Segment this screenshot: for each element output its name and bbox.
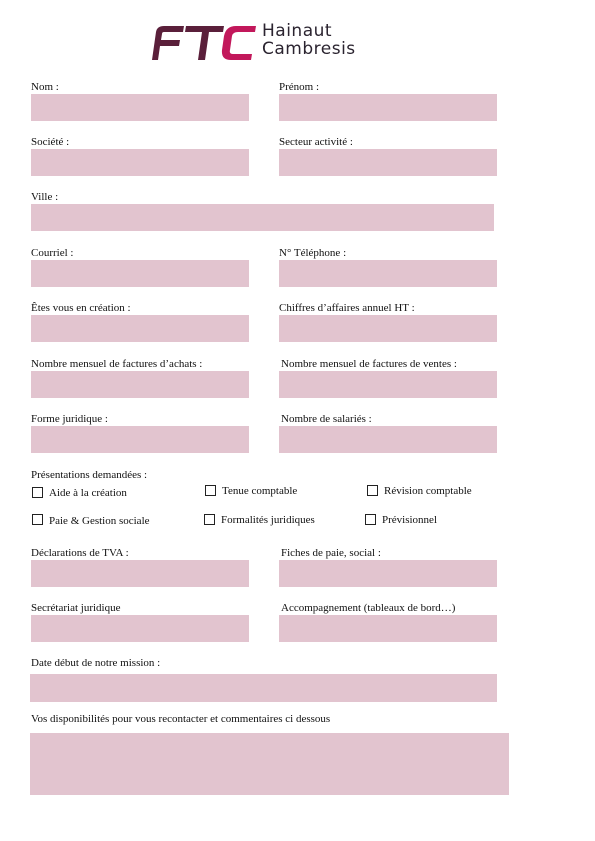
forme-juridique-field[interactable]: [31, 426, 249, 453]
formalites-option-label: Formalités juridiques: [221, 514, 315, 526]
accompagnement-label: Accompagnement (tableaux de bord…): [281, 602, 456, 614]
forme-juridique-label: Forme juridique :: [31, 413, 108, 425]
chiffres-label: Chiffres d’affaires annuel HT :: [279, 302, 415, 314]
tva-label: Déclarations de TVA :: [31, 547, 129, 559]
ftc-logo-mark-icon: [150, 22, 258, 62]
paie-option-label: Paie & Gestion sociale: [49, 515, 150, 527]
societe-field[interactable]: [31, 149, 249, 176]
creation-label: Êtes vous en création :: [31, 302, 131, 314]
courriel-label: Courriel :: [31, 247, 74, 259]
secretariat-field[interactable]: [31, 615, 249, 642]
aide-checkbox[interactable]: [32, 487, 43, 498]
nom-field[interactable]: [31, 94, 249, 121]
secteur-field[interactable]: [279, 149, 497, 176]
date-debut-label: Date début de notre mission :: [31, 657, 161, 669]
previsionnel-checkbox[interactable]: [365, 514, 376, 525]
prenom-field[interactable]: [279, 94, 497, 121]
salaries-label: Nombre de salariés :: [281, 413, 372, 425]
tenue-checkbox[interactable]: [205, 485, 216, 496]
factures-achats-field[interactable]: [31, 371, 249, 398]
disponibilites-label: Vos disponibilités pour vous recontacter et commentaires ci dessous: [31, 713, 331, 725]
logo-line-2: Cambresis: [262, 39, 356, 59]
prenom-label: Prénom :: [279, 81, 320, 93]
courriel-field[interactable]: [31, 260, 249, 287]
ville-label: Ville :: [31, 191, 59, 203]
factures-ventes-field[interactable]: [279, 371, 497, 398]
prestations-label: Présentations demandées :: [31, 469, 148, 481]
salaries-field[interactable]: [279, 426, 497, 453]
paie-checkbox[interactable]: [32, 514, 43, 525]
logo-line-1: Hainaut: [262, 21, 333, 41]
formalites-checkbox[interactable]: [204, 514, 215, 525]
previsionnel-option-label: Prévisionnel: [382, 514, 437, 526]
fiches-label: Fiches de paie, social :: [281, 547, 381, 559]
accompagnement-field[interactable]: [279, 615, 497, 642]
tva-field[interactable]: [31, 560, 249, 587]
tenue-option-label: Tenue comptable: [222, 485, 298, 497]
creation-field[interactable]: [31, 315, 249, 342]
logo-text: [262, 22, 356, 58]
aide-option-label: Aide à la création: [49, 487, 127, 499]
disponibilites-textarea[interactable]: [30, 733, 509, 795]
secretariat-label: Secrétariat juridique: [31, 602, 121, 614]
secteur-label: Secteur activité :: [279, 136, 353, 148]
ville-field[interactable]: [31, 204, 494, 231]
nom-label: Nom :: [31, 81, 59, 93]
factures-achats-label: Nombre mensuel de factures d’achats :: [31, 358, 203, 370]
revision-checkbox[interactable]: [367, 485, 378, 496]
fiches-field[interactable]: [279, 560, 497, 587]
telephone-label: N° Téléphone :: [279, 247, 347, 259]
revision-option-label: Révision comptable: [384, 485, 472, 497]
factures-ventes-label: Nombre mensuel de factures de ventes :: [281, 358, 457, 370]
societe-label: Société :: [31, 136, 70, 148]
date-debut-field[interactable]: [30, 674, 497, 702]
chiffres-field[interactable]: [279, 315, 497, 342]
telephone-field[interactable]: [279, 260, 497, 287]
